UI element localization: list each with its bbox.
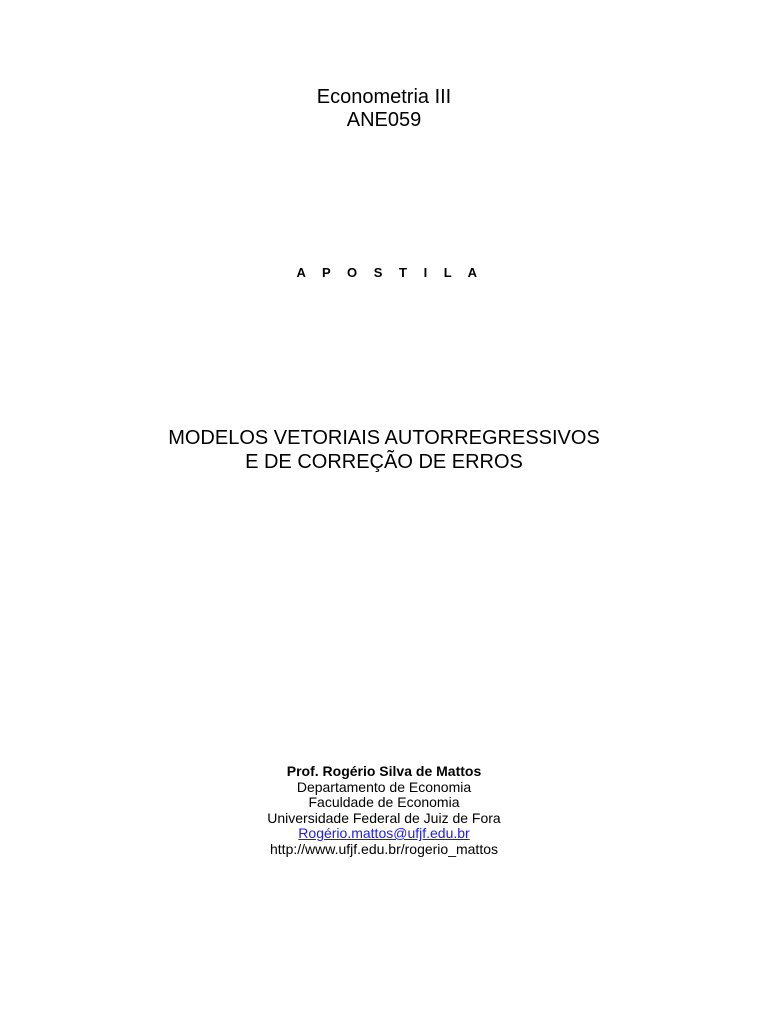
author-block — [0, 764, 768, 857]
course-name: Econometria III — [316, 86, 452, 108]
title-line-1: MODELOS VETORIAIS AUTORREGRESSIVOS — [168, 427, 600, 449]
title-line-2: E DE CORREÇÃO DE ERROS — [245, 451, 523, 473]
course-code: ANE059 — [346, 109, 422, 131]
author-website: http://www.ufjf.edu.br/rogerio_mattos — [270, 840, 498, 857]
author-email-row — [0, 826, 768, 842]
author-email-link[interactable]: Rogério.mattos@ufjf.edu.br — [298, 825, 470, 841]
author-name: Prof. Rogério Silva de Mattos — [286, 763, 482, 779]
author-department: Departamento de Economia — [296, 778, 472, 795]
course-header — [0, 86, 768, 132]
document-title — [0, 426, 768, 474]
author-university: Universidade Federal de Juiz de Fora — [267, 809, 501, 826]
document-type: A P O S T I L A — [296, 265, 484, 280]
author-faculty: Faculdade de Economia — [308, 794, 460, 810]
